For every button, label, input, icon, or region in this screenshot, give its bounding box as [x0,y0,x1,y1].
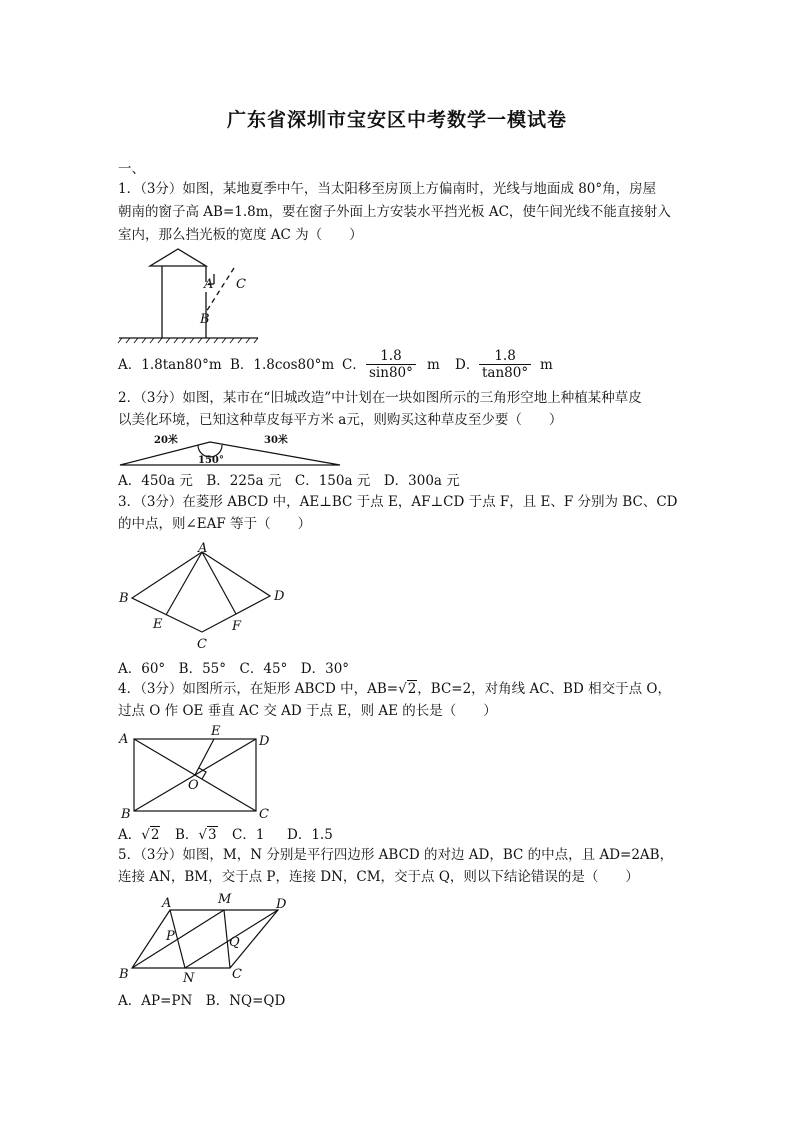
q1-line-1: 1．（3分）如图，某地夏季中午，当太阳移至房顶上方偏南时，光线与地面成 80°角，房屋 [118,181,657,197]
q4-option-b-prefix: B． [175,827,199,843]
q4-option-a-sqrt: √2 [141,827,160,843]
q3-figure [118,540,293,652]
q1-option-c-fraction [366,348,416,381]
q1-label-b: B [200,312,210,327]
q1-option-d-denominator: tan80° [482,365,529,381]
q4-label-o: O [188,778,199,793]
page-title: 广东省深圳市宝安区中考数学一模试卷 [226,109,567,131]
q4-line-1-end: ，BC=2，对角线 AC、BD 相交于点 O， [417,681,671,697]
q3-label-f: F [232,619,242,634]
q5-label-q: Q [229,935,240,950]
q1-line-3: 室内，那么挡光板的宽度 AC 为（ ） [118,227,363,243]
q1-figure [118,244,258,344]
q5-label-b: B [119,967,129,982]
q4-sqrt-ab-radicand: 2 [407,681,417,697]
q5-label-c: C [232,967,242,982]
q4-line-2: 过点 O 作 OE 垂直 AC 交 AD 于点 E，则 AE 的长是（ ） [118,703,497,719]
q3-options: A．60° B．55° C．45° D．30° [118,661,350,677]
q3-line-1: 3．（3分）在菱形 ABCD 中，AE⊥BC 于点 E，AF⊥CD 于点 F，且 E、F 分别为 BC、CD [118,494,678,510]
q5-figure [118,890,293,986]
q1-line-2: 朝南的窗子高 AB=1.8m，要在窗子外面上方安装水平挡光板 AC，使午间光线不能直接射入 [118,204,671,220]
q3-label-b: B [119,591,129,606]
q5-label-a: A [162,896,172,911]
q4-label-e: E [211,724,221,739]
q1-label-a: A [204,277,214,292]
q4-option-b-sqrt: √3 [198,827,217,843]
q1-option-b: B．1.8cos80°m [230,357,335,373]
q5-label-p: P [166,929,175,944]
q4-option-b-radicand: 3 [208,827,217,843]
q1-option-d-prefix: D． [455,357,480,373]
q5-label-m: M [218,892,232,907]
q3-label-a: A [198,541,208,556]
q2-line-2: 以美化环境，已知这种草皮每平方米 a元，则购买这种草皮至少要（ ） [118,412,563,428]
q1-option-c-prefix: C． [342,357,366,373]
q5-line-1: 5．（3分）如图，M，N 分别是平行四边形 ABCD 的对边 AD，BC 的中点，且 AD=2AB， [118,847,674,863]
q1-option-d-fraction [479,348,531,381]
q2-options: A．450a 元 B．225a 元 C．150a 元 D．300a 元 [118,473,460,489]
q4-line-1 [118,680,671,698]
q2-label-right-side: 30米 [264,435,288,446]
q4-line-1-start: 4．（3分）如图所示，在矩形 ABCD 中，AB= [118,681,399,697]
q1-option-d-numerator: 1.8 [479,348,531,365]
q4-label-d: D [259,734,270,749]
q3-label-c: C [197,637,207,652]
section-heading: 一、 [118,161,145,177]
q4-option-a-radicand: 2 [150,827,160,843]
q4-option-c: C．1 [232,827,265,843]
q2-label-left-side: 20米 [154,435,178,446]
q1-option-a: A．1.8tan80°m [118,357,222,373]
q4-label-a: A [119,732,129,747]
q2-line-1: 2．（3分）如图，某市在“旧城改造”中计划在一块如图所示的三角形空地上种植某种草皮 [118,390,642,406]
q1-option-c-unit: m [427,357,440,373]
q3-line-2: 的中点，则∠EAF 等于（ ） [118,516,312,532]
q4-label-b: B [121,807,131,822]
q4-label-c: C [259,807,269,822]
q3-label-d: D [274,589,285,604]
q1-option-c-numerator: 1.8 [366,348,416,365]
q2-label-angle: 150° [198,455,224,466]
q5-line-2: 连接 AN，BM，交于点 P，连接 DN，CM，交于点 Q，则以下结论错误的是（ ） [118,869,639,885]
q4-option-d: D．1.5 [287,827,333,843]
q3-label-e: E [153,617,163,632]
q1-option-d-unit: m [540,357,553,373]
q5-label-n: N [183,971,195,986]
q4-option-b [175,826,218,844]
q1-option-c-denominator: sin80° [369,365,413,381]
q4-option-a-prefix: A． [118,827,142,843]
q2-figure [118,432,343,468]
q4-figure [118,724,278,820]
q4-option-a [118,826,160,844]
q1-label-c: C [236,277,246,292]
q4-sqrt-ab: √2 [398,681,417,697]
q5-options: A．AP=PN B．NQ=QD [118,993,286,1009]
q5-label-d: D [276,897,287,912]
